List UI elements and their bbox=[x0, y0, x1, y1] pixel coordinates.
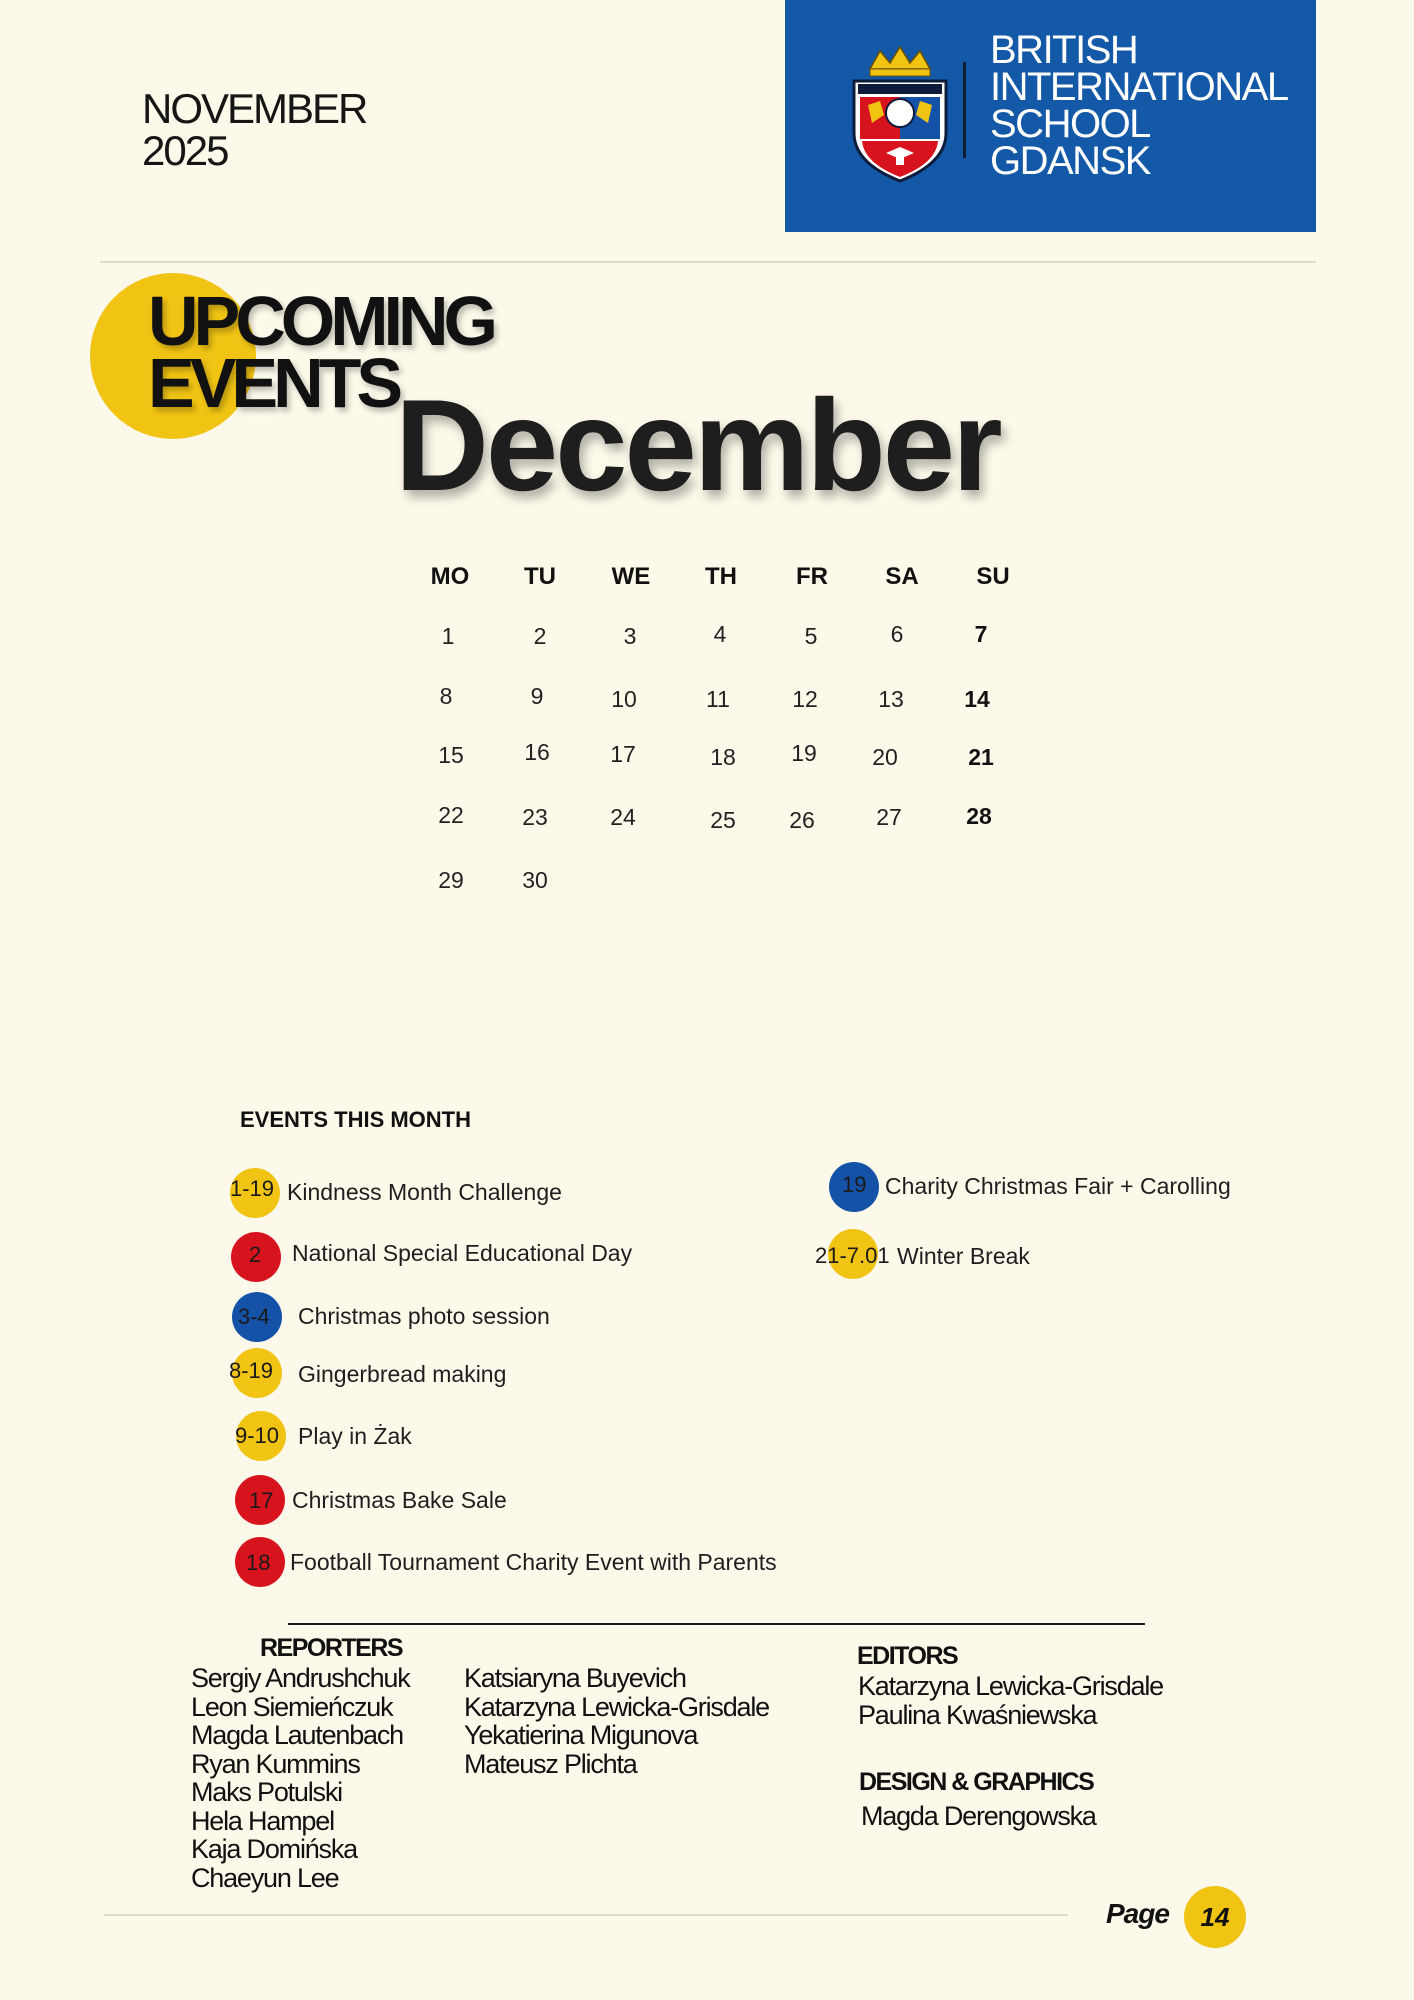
calendar-day: 12 bbox=[792, 686, 818, 712]
calendar-day: 11 bbox=[706, 686, 730, 712]
issue-year: 2025 bbox=[142, 127, 228, 174]
event-text: Christmas Bake Sale bbox=[292, 1487, 507, 1513]
event-date: 17 bbox=[249, 1488, 274, 1513]
footer-divider bbox=[104, 1914, 1068, 1916]
calendar-day-sunday: 21 bbox=[968, 744, 994, 770]
school-name-line: GDANSK bbox=[990, 139, 1150, 183]
designer-name: Magda Derengowska bbox=[861, 1801, 1096, 1831]
weekday-label: FR bbox=[796, 563, 828, 590]
event-date: 18 bbox=[246, 1550, 271, 1575]
calendar-day: 29 bbox=[438, 867, 464, 893]
reporter-name: Maks Potulski bbox=[191, 1777, 342, 1807]
calendar-day: 5 bbox=[804, 623, 818, 649]
event-date: 8-19 bbox=[229, 1358, 274, 1383]
reporter-name: Sergiy Andrushchuk bbox=[191, 1663, 410, 1693]
calendar-day: 2 bbox=[533, 623, 547, 649]
calendar-day: 25 bbox=[710, 807, 736, 833]
calendar-day: 24 bbox=[610, 804, 636, 830]
calendar-day: 20 bbox=[872, 744, 898, 770]
editor-name: Katarzyna Lewicka-Grisdale bbox=[858, 1671, 1163, 1701]
reporter-name: Mateusz Plichta bbox=[464, 1748, 637, 1779]
calendar-day: 26 bbox=[789, 807, 815, 833]
calendar-day-sunday: 28 bbox=[966, 803, 992, 829]
heading-line-2: EVENTS bbox=[148, 344, 399, 422]
calendar-day: 16 bbox=[524, 739, 550, 765]
page-label: Page bbox=[1106, 1898, 1169, 1929]
calendar-month-title: December bbox=[395, 372, 1000, 518]
calendar-day: 15 bbox=[438, 742, 464, 768]
calendar-day: 19 bbox=[791, 740, 817, 766]
event-text: Christmas photo session bbox=[298, 1303, 550, 1329]
weekday-label: TU bbox=[524, 563, 556, 590]
reporters-list-1 bbox=[191, 1664, 410, 1892]
calendar-day-sunday: 7 bbox=[974, 621, 988, 647]
calendar-day: 10 bbox=[611, 686, 637, 712]
event-text: Charity Christmas Fair + Carolling bbox=[885, 1173, 1231, 1199]
event-text: Kindness Month Challenge bbox=[287, 1179, 562, 1205]
event-date: 2 bbox=[249, 1242, 262, 1267]
calendar-day: 27 bbox=[876, 804, 902, 830]
reporter-name: Kaja Domińska bbox=[191, 1834, 357, 1864]
calendar-day: 9 bbox=[530, 683, 544, 709]
reporters-list-2 bbox=[464, 1664, 769, 1778]
editor-name: Paulina Kwaśniewska bbox=[858, 1699, 1097, 1730]
editors-list bbox=[858, 1672, 1163, 1729]
event-date: 19 bbox=[842, 1172, 867, 1197]
event-date: 21-7.01 bbox=[815, 1243, 890, 1268]
calendar-day: 13 bbox=[878, 686, 904, 712]
calendar-day: 4 bbox=[713, 621, 727, 647]
page-number-badge bbox=[1184, 1886, 1246, 1948]
calendar-day: 8 bbox=[439, 683, 453, 709]
issue-month: NOVEMBER bbox=[142, 85, 367, 132]
reporter-name: Katsiaryna Buyevich bbox=[464, 1663, 686, 1693]
events-title: EVENTS THIS MONTH bbox=[240, 1107, 472, 1132]
calendar-day: 6 bbox=[890, 621, 904, 647]
design-list bbox=[861, 1802, 1096, 1831]
event-text: National Special Educational Day bbox=[292, 1240, 633, 1266]
credits-divider bbox=[288, 1623, 1145, 1625]
calendar-day: 18 bbox=[710, 744, 736, 770]
event-date: 3-4 bbox=[238, 1304, 270, 1329]
reporters-label: REPORTERS bbox=[260, 1634, 403, 1662]
event-text: Gingerbread making bbox=[298, 1361, 507, 1387]
weekday-label: TH bbox=[705, 563, 737, 590]
calendar-day: 17 bbox=[610, 741, 636, 767]
calendar-day: 30 bbox=[522, 867, 548, 893]
heading-line-1: UPCOMING bbox=[148, 282, 493, 360]
calendar-day-sunday: 14 bbox=[964, 686, 990, 712]
calendar-day: 1 bbox=[441, 623, 455, 649]
reporter-name: Leon Siemieńczuk bbox=[191, 1691, 393, 1722]
weekday-label: SU bbox=[976, 563, 1010, 590]
reporter-name: Yekatierina Migunova bbox=[464, 1720, 698, 1750]
school-name-line: SCHOOL bbox=[990, 102, 1150, 146]
school-name-line: BRITISH bbox=[990, 28, 1138, 72]
reporter-name: Chaeyun Lee bbox=[191, 1862, 339, 1893]
calendar-day: 22 bbox=[438, 802, 464, 828]
weekday-label: SA bbox=[885, 563, 919, 590]
reporter-name: Katarzyna Lewicka-Grisdale bbox=[464, 1691, 769, 1722]
calendar-day: 3 bbox=[623, 623, 637, 649]
event-text: Play in Żak bbox=[298, 1423, 412, 1449]
school-name-line: INTERNATIONAL bbox=[990, 65, 1288, 109]
reporter-name: Magda Lautenbach bbox=[191, 1720, 403, 1750]
calendar-day: 23 bbox=[522, 804, 548, 830]
weekday-label: MO bbox=[430, 563, 470, 590]
weekday-label: WE bbox=[611, 563, 651, 590]
reporter-name: Ryan Kummins bbox=[191, 1748, 360, 1779]
editors-label: EDITORS bbox=[857, 1642, 958, 1670]
page-number: 14 bbox=[1200, 1902, 1230, 1932]
event-date: 1-19 bbox=[230, 1176, 275, 1201]
event-date: 9-10 bbox=[235, 1423, 280, 1448]
event-text: Winter Break bbox=[897, 1243, 1030, 1269]
event-text: Football Tournament Charity Event with Parents bbox=[290, 1549, 777, 1575]
reporter-name: Hela Hampel bbox=[191, 1805, 334, 1836]
design-label: DESIGN & GRAPHICS bbox=[859, 1768, 1094, 1796]
